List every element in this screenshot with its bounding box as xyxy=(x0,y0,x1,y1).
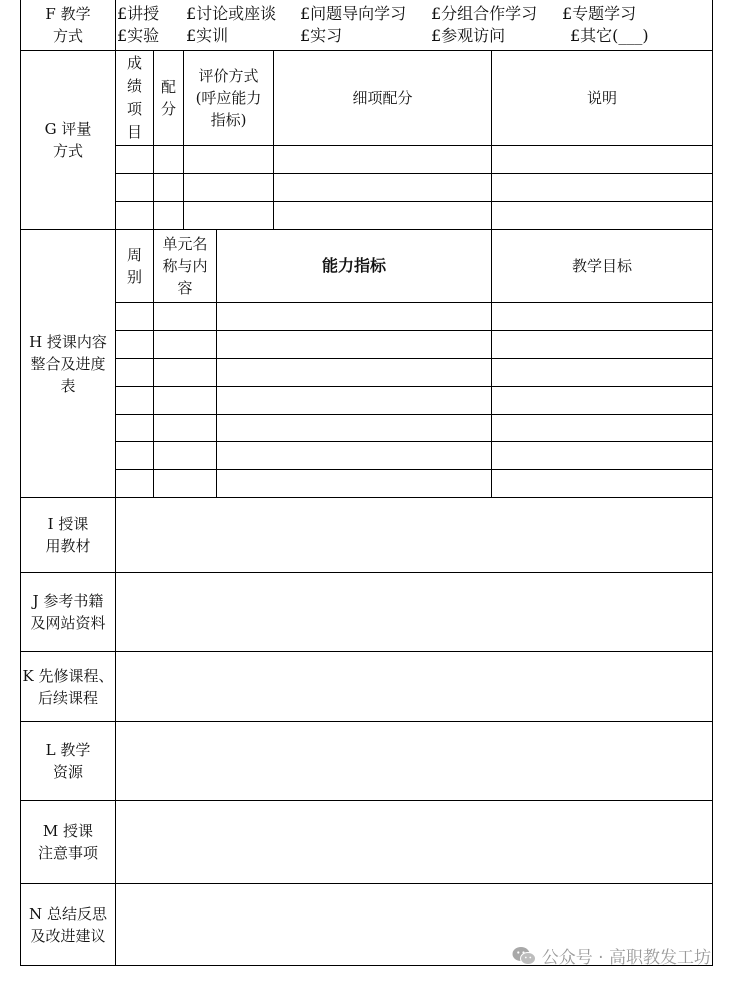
option-training[interactable]: £实训 xyxy=(186,26,229,45)
section-k-label: K 先修课程、 后续课程 xyxy=(22,666,114,707)
h-header-unit-content: 单元名 称与内 容 xyxy=(162,235,208,297)
g-header-item-weights: 细项配分 xyxy=(352,89,413,107)
section-f-label: F 教学 方式 xyxy=(45,5,91,45)
section-g-label: G 评量 方式 xyxy=(44,120,92,160)
option-lecture[interactable]: £讲授 xyxy=(117,4,160,23)
g-header-weight: 配 分 xyxy=(160,78,176,118)
h-header-teaching-goal: 教学目标 xyxy=(571,257,632,275)
option-internship[interactable]: £实习 xyxy=(300,26,343,45)
section-i-label: I 授课 用教材 xyxy=(45,515,91,555)
watermark-text: 公众号 · 高职教发工坊 xyxy=(541,948,711,968)
h-header-competency: 能力指标 xyxy=(321,256,386,275)
option-problem-based[interactable]: £问题导向学习 xyxy=(300,4,407,23)
option-group-work[interactable]: £分组合作学习 xyxy=(431,4,538,23)
g-header-notes: 说明 xyxy=(586,89,617,107)
g-header-score-item: 成 绩 项 目 xyxy=(126,54,142,141)
g-header-evaluation-method: 评价方式 (呼应能力 指标) xyxy=(195,67,262,129)
section-h-label: H 授课内容 整合及进度 表 xyxy=(29,332,107,395)
wechat-icon xyxy=(512,946,536,966)
option-visit[interactable]: £参观访问 xyxy=(431,26,506,45)
section-j-label: J 参考书籍 及网站资料 xyxy=(30,592,106,632)
h-header-week: 周 别 xyxy=(126,246,142,286)
option-experiment[interactable]: £实验 xyxy=(117,26,160,45)
watermark xyxy=(512,943,711,968)
section-n-label: N 总结反思 及改进建议 xyxy=(29,904,107,945)
section-l-label: L 教学 资源 xyxy=(45,741,91,781)
option-other[interactable]: £其它(___) xyxy=(570,26,649,45)
section-m-label: M 授课 注意事项 xyxy=(37,822,98,862)
option-discussion[interactable]: £讨论或座谈 xyxy=(186,4,277,23)
option-topic-study[interactable]: £专题学习 xyxy=(562,4,637,23)
